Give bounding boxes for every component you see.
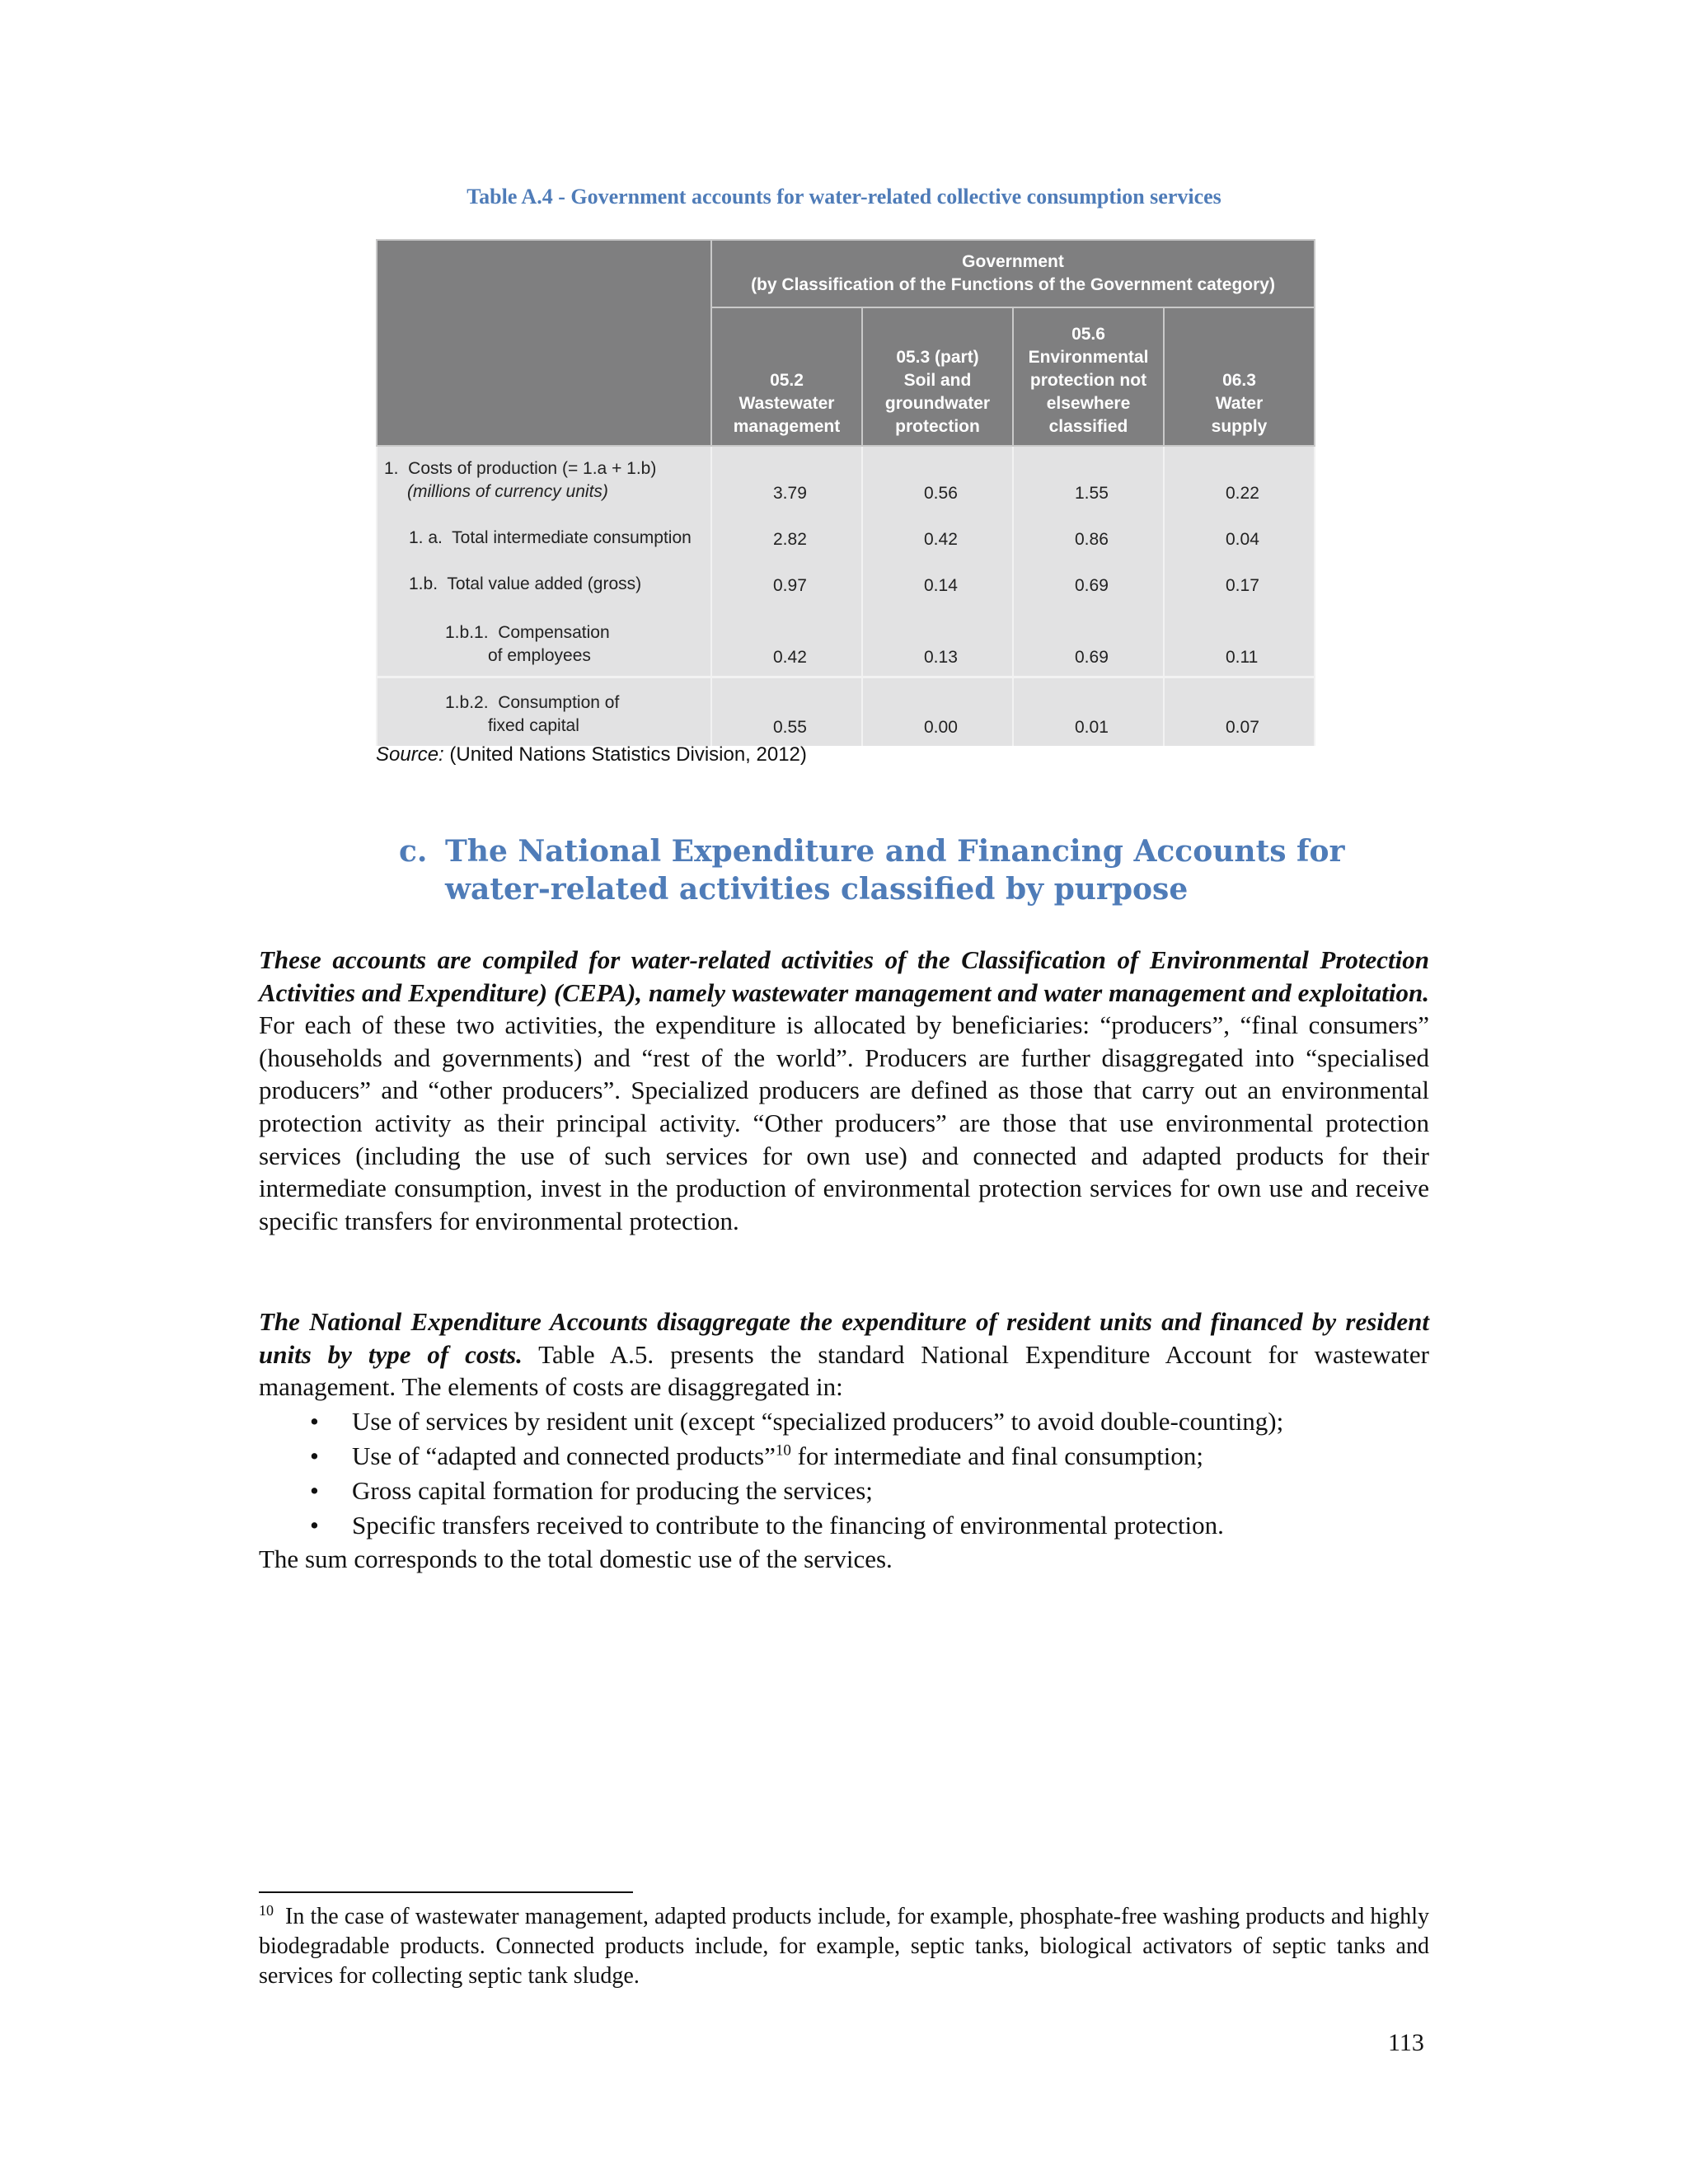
column-group-title: Government bbox=[962, 252, 1064, 271]
table-cell: 3.79 bbox=[711, 446, 862, 512]
table-cell: 0.42 bbox=[711, 604, 862, 677]
row-label: 1. a. Total intermediate consumption bbox=[377, 512, 711, 558]
table-cell: 0.14 bbox=[862, 558, 1013, 604]
column-group-header bbox=[711, 240, 1315, 307]
table-cell: 0.22 bbox=[1164, 446, 1315, 512]
table-cell: 0.17 bbox=[1164, 558, 1315, 604]
table-cell: 0.01 bbox=[1013, 677, 1164, 746]
table-cell: 0.69 bbox=[1013, 604, 1164, 677]
list-item: • Use of “adapted and connected products”$^{10}$ for intermediate and final consumption; bbox=[310, 1441, 1204, 1470]
table-cell: 0.86 bbox=[1013, 512, 1164, 558]
table-row bbox=[377, 446, 1315, 512]
table-cell: 0.42 bbox=[862, 512, 1013, 558]
row-label: 1.b. Total value added (gross) bbox=[377, 558, 711, 604]
table-row bbox=[377, 558, 1315, 604]
paragraph-cepa: These accounts are compiled for water-related activities of the Classification of Environmental Protection Activities and Expenditure) (CEPA), namely wastewater management and water management and exploitation. For each of these two activities, the expenditure is allocated by beneficiaries: “producers”, “final consumers” (households and governments) and “rest of the world”. Producers are further disaggregated into “specialised producers” and “other producers”. Specialized producers are defined as those that carry out an environmental protection activity as their principal activity. “Other producers” are those that use environmental protection services (including the use of such services for own use) and connected and adapted products for their intermediate consumption, invest in the production of environmental protection services for own use and receive specific transfers for environmental protection. bbox=[259, 945, 1429, 1235]
table-cell: 0.13 bbox=[862, 604, 1013, 677]
government-accounts-table bbox=[376, 239, 1315, 746]
column-header-05-2: 05.2 Wastewater management bbox=[711, 307, 862, 446]
table-cell: 0.11 bbox=[1164, 604, 1315, 677]
table-cell: 0.69 bbox=[1013, 558, 1164, 604]
section-title: The National Expenditure and Financing Accounts for water-related activities classified by purpose bbox=[445, 834, 1345, 907]
row-label: 1.b.2. Consumption of fixed capital bbox=[377, 677, 711, 746]
footnote-divider bbox=[259, 1891, 633, 1893]
table-cell: 0.04 bbox=[1164, 512, 1315, 558]
table-cell: 0.55 bbox=[711, 677, 862, 746]
table-cell: 2.82 bbox=[711, 512, 862, 558]
footnote-number: 10 bbox=[259, 1901, 274, 1919]
closing-sentence: The sum corresponds to the total domestic use of the services. bbox=[259, 1544, 893, 1573]
section-letter: c. bbox=[399, 834, 428, 869]
table-corner-cell bbox=[377, 240, 711, 446]
column-header-05-6: 05.6 Environmental protection not elsewhere classified bbox=[1013, 307, 1164, 446]
footnote-reference[interactable]: 10 bbox=[775, 1441, 791, 1460]
list-item: • Specific transfers received to contribute to the financing of environmental protection. bbox=[310, 1511, 1224, 1540]
paragraph-expenditure: The National Expenditure Accounts disaggregate the expenditure of resident units and financed by resident units by type of costs. Table A.5. presents the standard National Expenditure Account for wastewater management. The elements of costs are disaggregated in: bbox=[259, 1307, 1429, 1402]
page-number: 113 bbox=[1388, 2029, 1424, 2056]
section-heading bbox=[399, 832, 1429, 908]
list-item: • Gross capital formation for producing the services; bbox=[310, 1476, 873, 1505]
list-item: • Use of services by resident unit (except “specialized producers” to avoid double-counting); bbox=[310, 1407, 1284, 1436]
table-row bbox=[377, 604, 1315, 677]
column-group-subtitle: (by Classification of the Functions of the Government category) bbox=[751, 275, 1275, 294]
row-label: 1.b.1. Compensation of employees bbox=[377, 604, 711, 677]
table-cell: 0.07 bbox=[1164, 677, 1315, 746]
table-source: Source: (United Nations Statistics Division, 2012) bbox=[376, 743, 807, 766]
table-cell: 1.55 bbox=[1013, 446, 1164, 512]
row-label: 1. Costs of production (= 1.a + 1.b) (millions of currency units) bbox=[377, 446, 711, 512]
column-header-06-3: 06.3 Water supply bbox=[1164, 307, 1315, 446]
table-cell: 0.56 bbox=[862, 446, 1013, 512]
column-header-05-3: 05.3 (part) Soil and groundwater protection bbox=[862, 307, 1013, 446]
table-cell: 0.00 bbox=[862, 677, 1013, 746]
table-row bbox=[377, 512, 1315, 558]
table-row bbox=[377, 677, 1315, 746]
table-cell: 0.97 bbox=[711, 558, 862, 604]
cost-elements-list bbox=[259, 1404, 1429, 1543]
table-caption: Table A.4 - Government accounts for water-related collective consumption services bbox=[467, 185, 1221, 209]
footnote: $^{10}$ In the case of wastewater management, adapted products include, for example, phosphate-free washing products and highly biodegradable products. Connected products include, for example, septic tanks, biological activators of septic tanks and services for collecting septic tank sludge. bbox=[259, 1901, 1429, 1989]
